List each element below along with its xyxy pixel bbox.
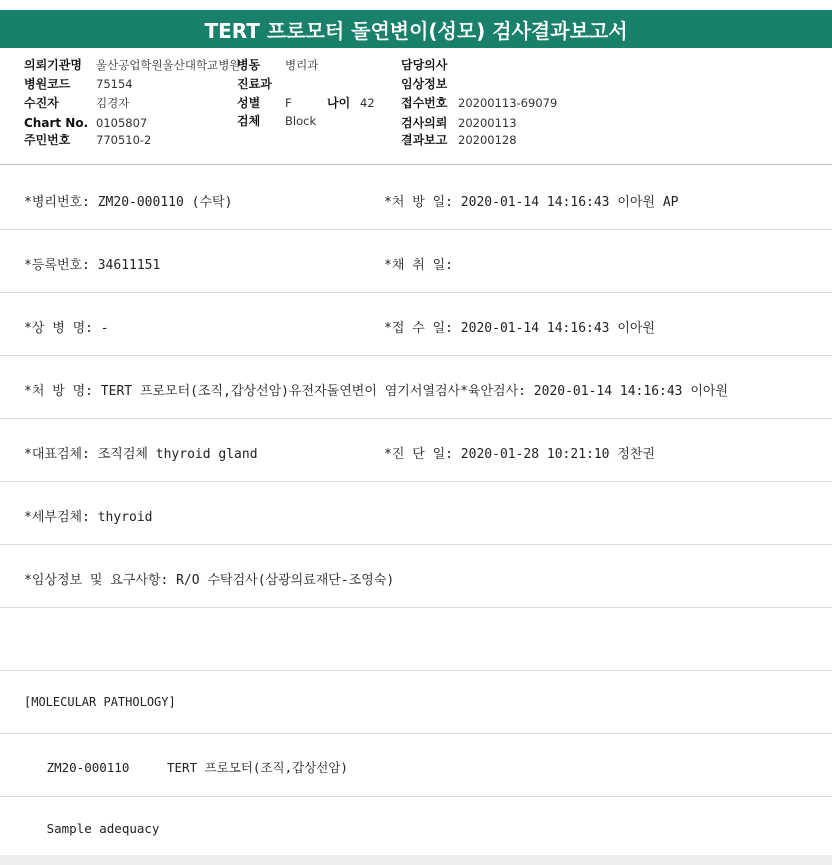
sex-value: F [285, 96, 292, 110]
hospital-code-label: 병원코드 [24, 77, 71, 91]
report-body [0, 167, 832, 860]
report-title: TERT 프로모터 돌연변이(성모) 검사결과보고서 [0, 10, 832, 48]
rrn-value: 770510-2 [96, 133, 152, 147]
patient-label: 수진자 [24, 96, 59, 110]
registration-number: *등록번호: 34611151 [24, 258, 161, 273]
section-heading: [MOLECULAR PATHOLOGY] [24, 695, 176, 709]
report-row [0, 356, 832, 419]
collection-date: *채 취 일: [384, 258, 453, 273]
hospital-code-value: 75154 [96, 77, 133, 91]
attending-label: 담당의사 [401, 58, 448, 72]
diagnosis-date: *진 단 일: 2020-01-28 10:21:10 정찬권 [384, 447, 656, 462]
report-row [0, 671, 832, 734]
report-row-empty [0, 608, 832, 671]
bottom-strip [0, 855, 832, 865]
specimen-value: Block [285, 114, 317, 128]
report-row [0, 293, 832, 356]
report-row [0, 167, 832, 230]
report-date-value: 20200128 [458, 133, 517, 147]
chart-no-value: 0105807 [96, 116, 148, 130]
diagnosis-name: *상 병 명: - [24, 321, 109, 336]
report-row [0, 545, 832, 608]
institution-value: 울산공업학원울산대학교병원 [96, 58, 241, 72]
clinical-info-label: 임상정보 [401, 77, 448, 91]
specimen-label: 검체 [237, 114, 261, 128]
prescription-name: *처 방 명: TERT 프로모터(조직,갑상선암)유전자돌연변이 염기서열검사*육안검사: 2020-01-14 14:16:43 이아원 [24, 384, 729, 399]
receipt-no-label: 접수번호 [401, 96, 448, 110]
ward-value: 병리과 [285, 58, 319, 72]
rrn-label: 주민번호 [24, 133, 71, 147]
test-line: ZM20-000110 TERT 프로모터(조직,갑상선암) [24, 760, 348, 775]
receipt-date: *접 수 일: 2020-01-14 14:16:43 이아원 [384, 321, 656, 336]
request-date-label: 검사의뢰 [401, 116, 448, 130]
age-value: 42 [360, 96, 375, 110]
sample-adequacy: Sample adequacy [24, 821, 160, 836]
prescription-date: *처 방 일: 2020-01-14 14:16:43 이아원 AP [384, 195, 679, 210]
sex-label: 성별 [237, 96, 261, 110]
report-row [0, 734, 832, 797]
report-date-label: 결과보고 [401, 133, 448, 147]
ward-label: 병동 [237, 58, 261, 72]
age-label: 나이 [327, 96, 351, 110]
pathology-number: *병리번호: ZM20-000110 (수탁) [24, 195, 233, 210]
detail-specimen: *세부검체: thyroid [24, 510, 153, 525]
report-row [0, 482, 832, 545]
request-date-value: 20200113 [458, 116, 517, 130]
department-label: 진료과 [237, 77, 272, 91]
representative-specimen: *대표검체: 조직검체 thyroid gland [24, 447, 258, 462]
institution-label: 의뢰기관명 [24, 58, 82, 72]
clinical-requirements: *임상정보 및 요구사항: R/O 수탁검사(삼광의료재단-조영숙) [24, 573, 395, 588]
receipt-no-value: 20200113-69079 [458, 96, 558, 110]
chart-no-label: Chart No. [24, 116, 89, 130]
report-row [0, 797, 832, 860]
report-row [0, 230, 832, 293]
report-row [0, 419, 832, 482]
patient-value: 김경자 [96, 96, 130, 110]
header-info-panel [0, 48, 832, 165]
